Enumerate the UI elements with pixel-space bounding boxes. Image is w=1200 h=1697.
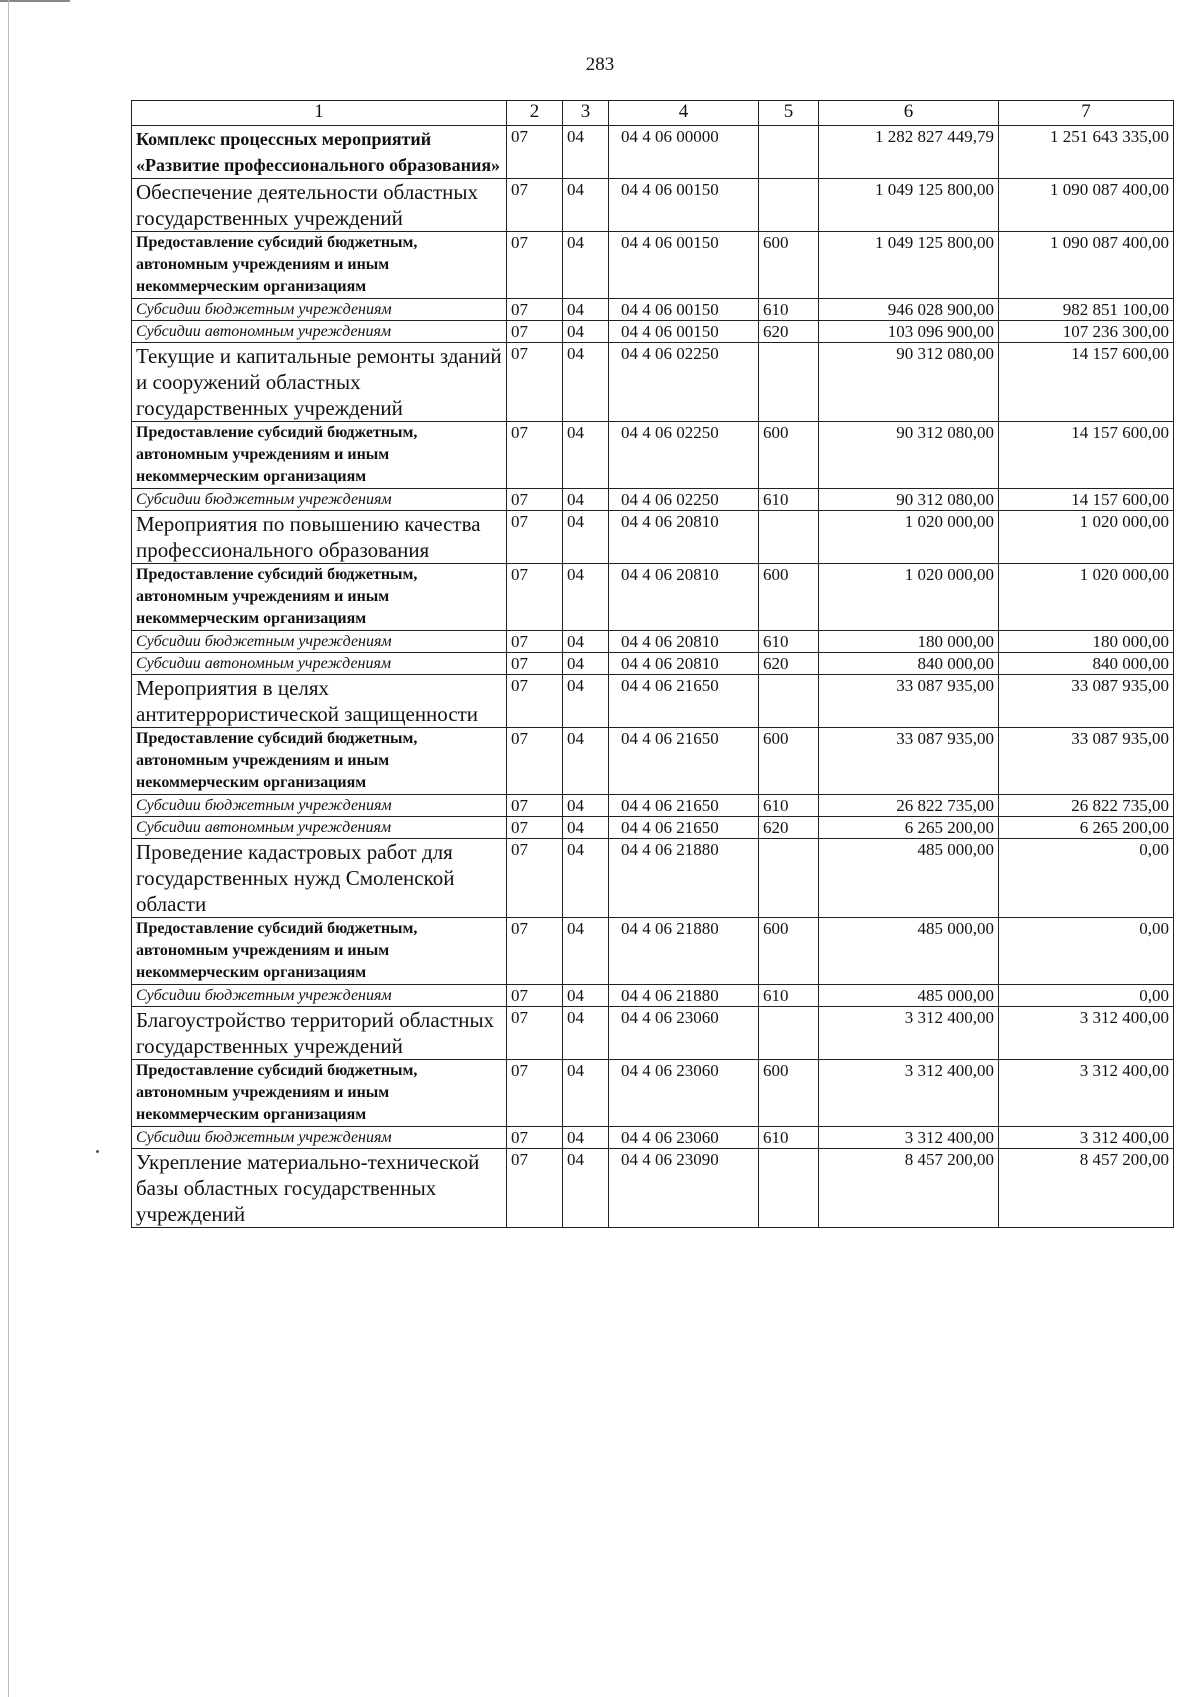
row-subsection: 04	[563, 1149, 609, 1228]
row-subsection: 04	[563, 985, 609, 1007]
row-amount-col7: 14 157 600,00	[999, 489, 1174, 511]
column-header: 5	[759, 101, 819, 126]
row-expense-type: 620	[759, 817, 819, 839]
row-name: Субсидии бюджетным учреждениям	[132, 299, 507, 321]
row-amount-col6: 485 000,00	[819, 985, 999, 1007]
row-expense-type: 610	[759, 1127, 819, 1149]
table-row	[132, 422, 1174, 489]
row-target-code: 04 4 06 21650	[609, 728, 759, 795]
row-amount-col6: 90 312 080,00	[819, 343, 999, 422]
row-expense-type	[759, 839, 819, 918]
row-amount-col6: 840 000,00	[819, 653, 999, 675]
row-name: Субсидии бюджетным учреждениям	[132, 795, 507, 817]
row-name: Субсидии автономным учреждениям	[132, 817, 507, 839]
column-header: 1	[132, 101, 507, 126]
row-target-code: 04 4 06 21650	[609, 675, 759, 728]
row-section: 07	[507, 179, 563, 232]
table-row	[132, 321, 1174, 343]
row-target-code: 04 4 06 21880	[609, 839, 759, 918]
column-header: 7	[999, 101, 1174, 126]
row-name: Субсидии бюджетным учреждениям	[132, 1127, 507, 1149]
row-name: Субсидии автономным учреждениям	[132, 321, 507, 343]
row-amount-col7: 3 312 400,00	[999, 1127, 1174, 1149]
row-subsection: 04	[563, 817, 609, 839]
row-target-code: 04 4 06 20810	[609, 564, 759, 631]
table-row	[132, 728, 1174, 795]
row-section: 07	[507, 918, 563, 985]
row-target-code: 04 4 06 02250	[609, 422, 759, 489]
row-subsection: 04	[563, 422, 609, 489]
row-subsection: 04	[563, 1060, 609, 1127]
row-amount-col6: 3 312 400,00	[819, 1127, 999, 1149]
row-name: Предоставление субсидий бюджетным, автономным учреждениям и иным некоммерческим организациям	[132, 564, 507, 631]
row-name: Укрепление материально-технической базы областных государственных учреждений	[132, 1149, 507, 1228]
row-amount-col7: 840 000,00	[999, 653, 1174, 675]
row-section: 07	[507, 1149, 563, 1228]
row-target-code: 04 4 06 00150	[609, 299, 759, 321]
scan-edge-left	[8, 0, 9, 1697]
row-amount-col7: 1 251 643 335,00	[999, 126, 1174, 179]
row-target-code: 04 4 06 02250	[609, 343, 759, 422]
table-row	[132, 1149, 1174, 1228]
row-expense-type	[759, 343, 819, 422]
row-section: 07	[507, 1127, 563, 1149]
row-amount-col7: 0,00	[999, 918, 1174, 985]
row-subsection: 04	[563, 1127, 609, 1149]
row-amount-col6: 1 020 000,00	[819, 511, 999, 564]
row-subsection: 04	[563, 299, 609, 321]
row-amount-col6: 103 096 900,00	[819, 321, 999, 343]
table-row	[132, 1007, 1174, 1060]
row-amount-col7: 33 087 935,00	[999, 728, 1174, 795]
row-amount-col7: 3 312 400,00	[999, 1060, 1174, 1127]
row-section: 07	[507, 1007, 563, 1060]
row-amount-col6: 26 822 735,00	[819, 795, 999, 817]
row-target-code: 04 4 06 00150	[609, 232, 759, 299]
table-row	[132, 839, 1174, 918]
row-amount-col7: 26 822 735,00	[999, 795, 1174, 817]
row-section: 07	[507, 232, 563, 299]
row-section: 07	[507, 653, 563, 675]
table-row	[132, 564, 1174, 631]
table-row	[132, 817, 1174, 839]
row-name: Предоставление субсидий бюджетным, автономным учреждениям и иным некоммерческим организациям	[132, 728, 507, 795]
row-name: Текущие и капитальные ремонты зданий и сооружений областных государственных учреждений	[132, 343, 507, 422]
row-name: Мероприятия в целях антитеррористической защищенности	[132, 675, 507, 728]
row-target-code: 04 4 06 23060	[609, 1007, 759, 1060]
row-amount-col6: 90 312 080,00	[819, 489, 999, 511]
row-expense-type: 600	[759, 918, 819, 985]
row-expense-type: 620	[759, 321, 819, 343]
row-amount-col7: 14 157 600,00	[999, 422, 1174, 489]
row-subsection: 04	[563, 918, 609, 985]
row-section: 07	[507, 839, 563, 918]
row-amount-col7: 1 090 087 400,00	[999, 179, 1174, 232]
row-target-code: 04 4 06 02250	[609, 489, 759, 511]
row-target-code: 04 4 06 23090	[609, 1149, 759, 1228]
row-subsection: 04	[563, 728, 609, 795]
row-expense-type: 600	[759, 564, 819, 631]
row-target-code: 04 4 06 23060	[609, 1127, 759, 1149]
table-row	[132, 1127, 1174, 1149]
row-expense-type: 600	[759, 728, 819, 795]
table-row	[132, 675, 1174, 728]
table-row	[132, 653, 1174, 675]
row-amount-col7: 982 851 100,00	[999, 299, 1174, 321]
row-amount-col6: 3 312 400,00	[819, 1007, 999, 1060]
row-amount-col7: 0,00	[999, 839, 1174, 918]
row-section: 07	[507, 985, 563, 1007]
column-header: 3	[563, 101, 609, 126]
table-row	[132, 918, 1174, 985]
row-section: 07	[507, 126, 563, 179]
row-name: Предоставление субсидий бюджетным, автономным учреждениям и иным некоммерческим организациям	[132, 232, 507, 299]
row-subsection: 04	[563, 179, 609, 232]
table-row	[132, 299, 1174, 321]
row-amount-col6: 485 000,00	[819, 839, 999, 918]
row-expense-type	[759, 1007, 819, 1060]
table-row	[132, 126, 1174, 179]
row-subsection: 04	[563, 1007, 609, 1060]
row-subsection: 04	[563, 631, 609, 653]
row-subsection: 04	[563, 653, 609, 675]
row-name: Предоставление субсидий бюджетным, автономным учреждениям и иным некоммерческим организациям	[132, 1060, 507, 1127]
row-section: 07	[507, 728, 563, 795]
row-amount-col7: 33 087 935,00	[999, 675, 1174, 728]
row-amount-col6: 1 049 125 800,00	[819, 179, 999, 232]
row-section: 07	[507, 321, 563, 343]
row-amount-col6: 3 312 400,00	[819, 1060, 999, 1127]
row-amount-col7: 0,00	[999, 985, 1174, 1007]
row-section: 07	[507, 511, 563, 564]
row-expense-type: 600	[759, 232, 819, 299]
row-section: 07	[507, 343, 563, 422]
row-target-code: 04 4 06 21650	[609, 817, 759, 839]
row-amount-col6: 946 028 900,00	[819, 299, 999, 321]
row-section: 07	[507, 795, 563, 817]
column-header: 4	[609, 101, 759, 126]
row-amount-col7: 6 265 200,00	[999, 817, 1174, 839]
row-subsection: 04	[563, 511, 609, 564]
row-expense-type	[759, 511, 819, 564]
row-section: 07	[507, 564, 563, 631]
row-name: Предоставление субсидий бюджетным, автономным учреждениям и иным некоммерческим организациям	[132, 918, 507, 985]
scan-speck	[96, 1150, 99, 1153]
row-section: 07	[507, 1060, 563, 1127]
row-name: Мероприятия по повышению качества профессионального образования	[132, 511, 507, 564]
row-target-code: 04 4 06 00150	[609, 179, 759, 232]
row-amount-col7: 1 090 087 400,00	[999, 232, 1174, 299]
row-name: Субсидии бюджетным учреждениям	[132, 489, 507, 511]
row-subsection: 04	[563, 675, 609, 728]
row-expense-type: 600	[759, 1060, 819, 1127]
row-subsection: 04	[563, 343, 609, 422]
row-name: Комплекс процессных мероприятий «Развитие профессионального образования»	[132, 126, 507, 179]
row-amount-col6: 33 087 935,00	[819, 728, 999, 795]
table-row	[132, 343, 1174, 422]
row-section: 07	[507, 817, 563, 839]
row-amount-col6: 1 282 827 449,79	[819, 126, 999, 179]
table-row	[132, 795, 1174, 817]
row-expense-type: 610	[759, 489, 819, 511]
row-target-code: 04 4 06 20810	[609, 653, 759, 675]
row-name: Благоустройство территорий областных государственных учреждений	[132, 1007, 507, 1060]
row-name: Субсидии бюджетным учреждениям	[132, 631, 507, 653]
row-amount-col6: 6 265 200,00	[819, 817, 999, 839]
row-amount-col7: 1 020 000,00	[999, 564, 1174, 631]
scan-edge-top	[0, 0, 70, 2]
column-header: 2	[507, 101, 563, 126]
row-name: Проведение кадастровых работ для государственных нужд Смоленской области	[132, 839, 507, 918]
row-expense-type: 610	[759, 985, 819, 1007]
row-section: 07	[507, 422, 563, 489]
table-row	[132, 631, 1174, 653]
row-subsection: 04	[563, 795, 609, 817]
row-amount-col6: 180 000,00	[819, 631, 999, 653]
table-row	[132, 179, 1174, 232]
row-expense-type: 610	[759, 299, 819, 321]
row-amount-col7: 14 157 600,00	[999, 343, 1174, 422]
row-amount-col6: 1 049 125 800,00	[819, 232, 999, 299]
row-expense-type: 600	[759, 422, 819, 489]
row-subsection: 04	[563, 839, 609, 918]
row-expense-type: 620	[759, 653, 819, 675]
row-name: Предоставление субсидий бюджетным, автономным учреждениям и иным некоммерческим организациям	[132, 422, 507, 489]
row-name: Субсидии автономным учреждениям	[132, 653, 507, 675]
row-amount-col6: 90 312 080,00	[819, 422, 999, 489]
row-subsection: 04	[563, 564, 609, 631]
row-target-code: 04 4 06 20810	[609, 511, 759, 564]
page-number: 283	[585, 54, 615, 75]
row-target-code: 04 4 06 21650	[609, 795, 759, 817]
row-amount-col6: 1 020 000,00	[819, 564, 999, 631]
table-body	[132, 126, 1174, 1228]
row-target-code: 04 4 06 20810	[609, 631, 759, 653]
table-row	[132, 985, 1174, 1007]
row-subsection: 04	[563, 126, 609, 179]
row-expense-type	[759, 675, 819, 728]
header-row	[132, 101, 1174, 126]
budget-table	[131, 100, 1174, 1228]
row-amount-col7: 1 020 000,00	[999, 511, 1174, 564]
row-expense-type	[759, 179, 819, 232]
row-target-code: 04 4 06 23060	[609, 1060, 759, 1127]
table-row	[132, 489, 1174, 511]
row-expense-type: 610	[759, 795, 819, 817]
row-subsection: 04	[563, 232, 609, 299]
row-amount-col6: 33 087 935,00	[819, 675, 999, 728]
row-target-code: 04 4 06 21880	[609, 985, 759, 1007]
row-amount-col7: 3 312 400,00	[999, 1007, 1174, 1060]
row-name: Обеспечение деятельности областных государственных учреждений	[132, 179, 507, 232]
column-header: 6	[819, 101, 999, 126]
row-section: 07	[507, 631, 563, 653]
row-expense-type	[759, 126, 819, 179]
table-row	[132, 232, 1174, 299]
table-row	[132, 1060, 1174, 1127]
row-target-code: 04 4 06 21880	[609, 918, 759, 985]
row-section: 07	[507, 299, 563, 321]
row-target-code: 04 4 06 00000	[609, 126, 759, 179]
row-amount-col7: 180 000,00	[999, 631, 1174, 653]
row-amount-col6: 485 000,00	[819, 918, 999, 985]
row-expense-type	[759, 1149, 819, 1228]
row-amount-col7: 107 236 300,00	[999, 321, 1174, 343]
row-subsection: 04	[563, 321, 609, 343]
row-amount-col6: 8 457 200,00	[819, 1149, 999, 1228]
row-section: 07	[507, 675, 563, 728]
row-expense-type: 610	[759, 631, 819, 653]
row-amount-col7: 8 457 200,00	[999, 1149, 1174, 1228]
row-target-code: 04 4 06 00150	[609, 321, 759, 343]
table-row	[132, 511, 1174, 564]
row-subsection: 04	[563, 489, 609, 511]
row-name: Субсидии бюджетным учреждениям	[132, 985, 507, 1007]
row-section: 07	[507, 489, 563, 511]
